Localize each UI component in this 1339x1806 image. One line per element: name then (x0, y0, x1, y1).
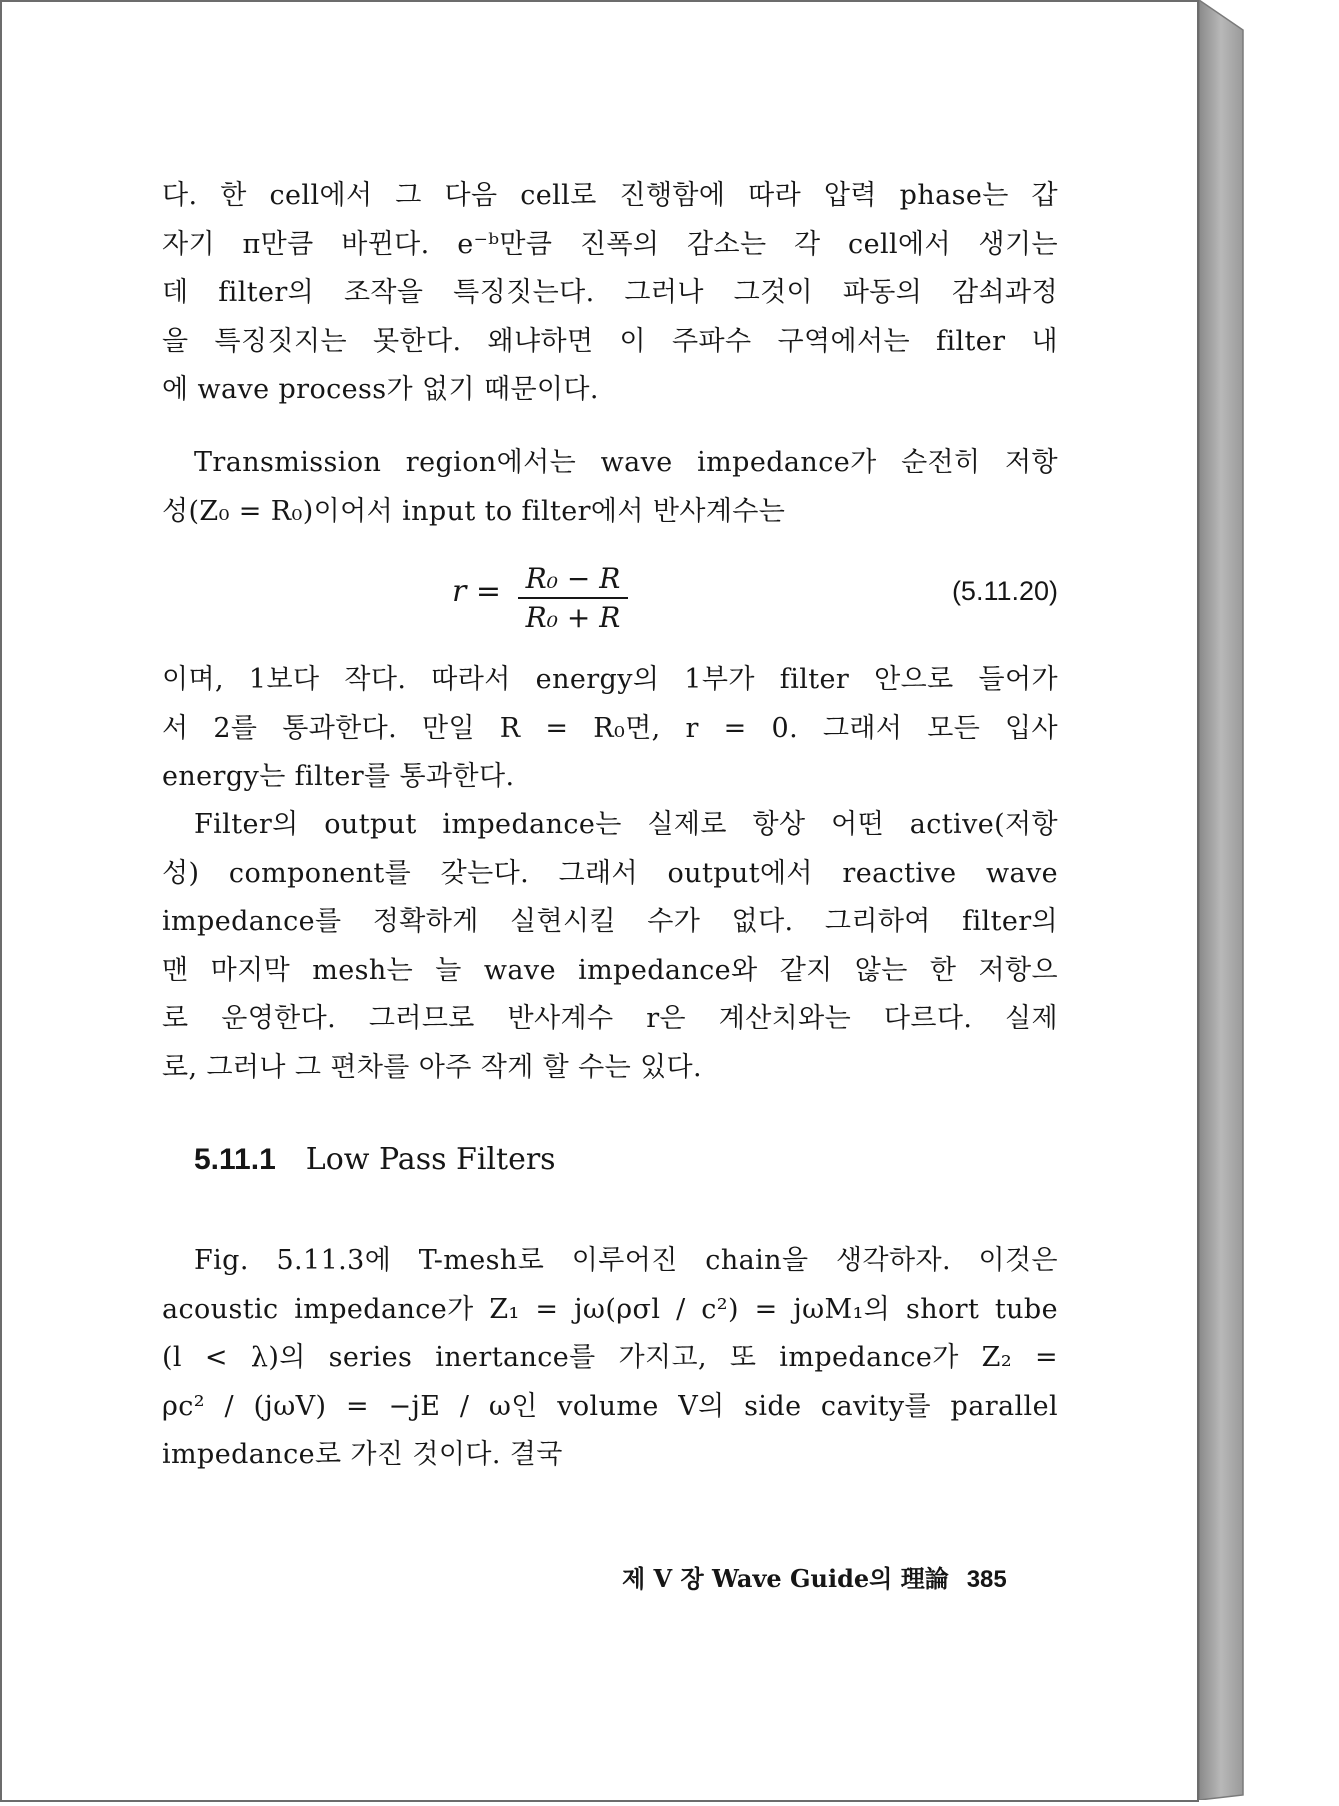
paragraph-4 (162, 801, 1058, 1092)
text-line: 성(Z₀ = R₀)이어서 input to filter에서 반사계수는 (162, 495, 786, 527)
page-footer (622, 1559, 1007, 1594)
text-line: Filter의 output impedance는 실제로 항상 어떤 active(저항 (194, 809, 1058, 840)
section-title: Low Pass Filters (305, 1142, 556, 1177)
text-line: 로, 그러나 그 편차를 아주 작게 할 수는 있다. (162, 1051, 703, 1083)
equation-numerator: R₀ − R (525, 562, 621, 595)
paragraph-3 (162, 656, 1058, 802)
fraction-bar (518, 597, 628, 599)
text-line: ρc² / (jωV) = −jE / ω인 volume V의 side cavity를 parallel (162, 1390, 1058, 1422)
text-line: 성) component를 갖는다. 그래서 output에서 reactive wave (162, 857, 1058, 889)
text-line: Fig. 5.11.3에 T-mesh로 이루어진 chain을 생각하자. 이것은 (194, 1245, 1058, 1276)
text-line: 맨 마지막 mesh는 늘 wave impedance와 같지 않는 한 저항으 (162, 954, 1058, 986)
text-line: 자기 π만큼 바뀐다. e⁻ᵇ만큼 진폭의 감소는 각 cell에서 생기는 (162, 228, 1058, 260)
text-line: impedance로 가진 것이다. 결국 (162, 1439, 563, 1470)
text-line: 다. 한 cell에서 그 다음 cell로 진행함에 따라 압력 phase는 갑 (162, 180, 1058, 211)
running-chapter-title: 제 V 장 Wave Guide의 理論 (622, 1564, 949, 1593)
equation-5-11-20 (162, 562, 1058, 632)
text-line: 데 filter의 조작을 특징짓는다. 그러나 그것이 파동의 감쇠과정 (162, 277, 1058, 308)
text-line: acoustic impedance가 Z₁ = jω(ρσl / c²) = jωM₁의 short tube (162, 1293, 1058, 1325)
equation-denominator: R₀ + R (525, 601, 621, 634)
section-number: 5.11.1 (194, 1143, 276, 1176)
equation-fraction (518, 562, 628, 635)
text-line: 에 wave process가 없기 때문이다. (162, 374, 599, 405)
equation-number: (5.11.20) (951, 576, 1058, 606)
page-number: 385 (966, 1566, 1007, 1593)
section-heading (194, 1142, 556, 1177)
paragraph-1 (162, 172, 1058, 415)
text-line: energy는 filter를 통과한다. (162, 761, 515, 792)
book-spine-edge (1199, 0, 1247, 1800)
paragraph-2 (162, 439, 1058, 536)
paragraph-5 (162, 1237, 1058, 1480)
text-line: 로 운영한다. 그러므로 반사계수 r은 계산치와는 다르다. 실제 (162, 1003, 1058, 1034)
text-line: (l < λ)의 series inertance를 가지고, 또 impedance가 Z₂ = (162, 1342, 1058, 1373)
text-line: Transmission region에서는 wave impedance가 순전히 저항 (194, 447, 1058, 478)
text-line: 서 2를 통과한다. 만일 R = R₀면, r = 0. 그래서 모든 입사 (162, 712, 1058, 744)
text-line: 이며, 1보다 작다. 따라서 energy의 1부가 filter 안으로 들어가 (162, 664, 1058, 695)
equation-lhs: r = (452, 574, 502, 609)
text-line: 을 특징짓지는 못한다. 왜냐하면 이 주파수 구역에서는 filter 내 (162, 325, 1058, 357)
text-line: impedance를 정확하게 실현시킬 수가 없다. 그리하여 filter의 (162, 906, 1058, 937)
spine-shading (1199, 0, 1247, 1800)
